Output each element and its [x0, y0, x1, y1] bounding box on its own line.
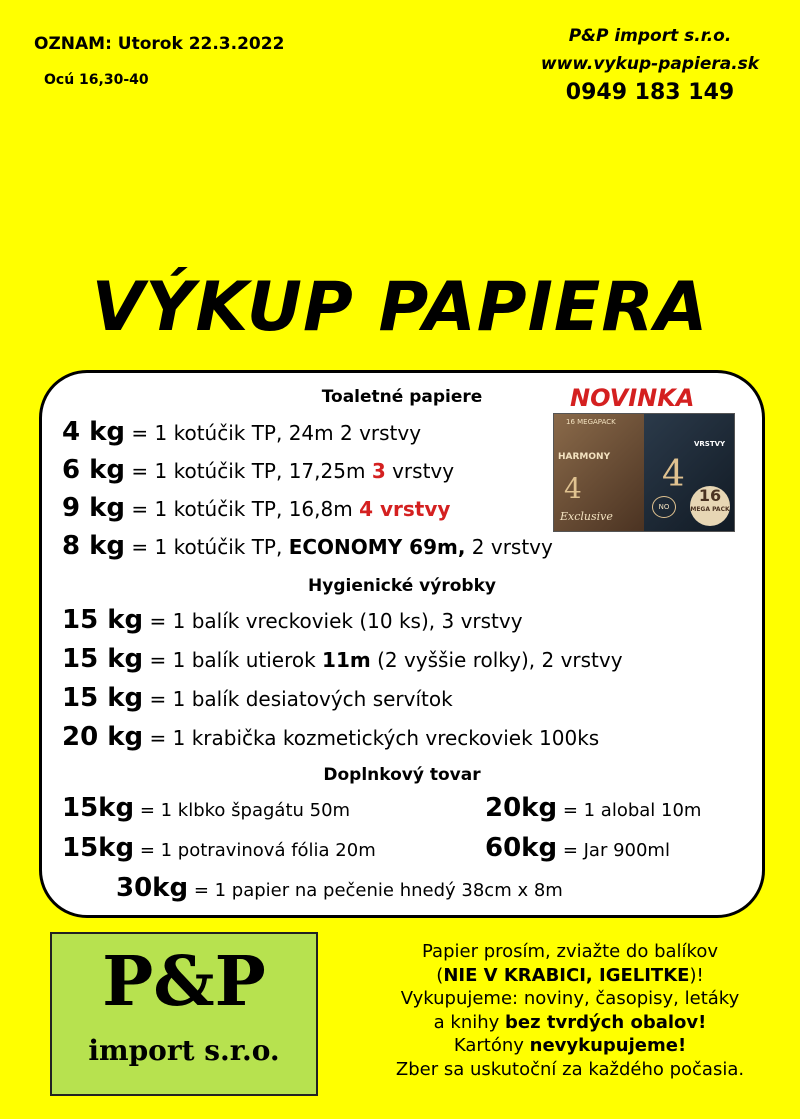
- page-title: VÝKUP PAPIERA: [91, 268, 709, 347]
- price-row: 4 kg = 1 kotúčik TP, 24m 2 vrstvy: [62, 417, 422, 447]
- announcement-date: OZNAM: Utorok 22.3.2022: [34, 34, 285, 54]
- price-row: 6 kg = 1 kotúčik TP, 17,25m 3 vrstvy: [62, 455, 455, 485]
- section-toilet-paper: Toaletné papiere: [321, 387, 483, 407]
- collection-notice: Papier prosím, zviažte do balíkov (NIE V KRABICI, IGELITKE)! Vykupujeme: noviny, časopisy, letáky a knihy bez tvrdých obalov! Kartóny nevykupujeme! Zber sa uskutoční za každého počasia.: [395, 941, 745, 1080]
- price-row: 20 kg = 1 krabička kozmetických vreckoviek 100ks: [62, 722, 600, 752]
- website-link[interactable]: www.vykup-papiera.sk: [540, 54, 760, 74]
- company-name: P&P import s.r.o.: [568, 26, 732, 46]
- price-row: 60kg = Jar 900ml: [485, 833, 670, 863]
- price-row: 15 kg = 1 balík vreckoviek (10 ks), 3 vrstvy: [62, 605, 523, 635]
- price-row: 20kg = 1 alobal 10m: [485, 793, 702, 823]
- price-row: 15kg = 1 potravinová fólia 20m: [62, 833, 376, 863]
- price-row: 15 kg = 1 balík desiatových servítok: [62, 683, 453, 713]
- product-image: 16 MEGAPACK HARMONY 4 Exclusive VRSTVY 4 NO 16 MEGA PACK: [553, 413, 735, 532]
- announcement-time: Ocú 16,30-40: [44, 72, 149, 88]
- price-row: 8 kg = 1 kotúčik TP, ECONOMY 69m, 2 vrstvy: [62, 531, 553, 561]
- company-logo: P&P import s.r.o.: [50, 932, 318, 1096]
- section-extra: Doplnkový tovar: [323, 765, 481, 785]
- price-row: 15 kg = 1 balík utierok 11m (2 vyššie rolky), 2 vrstvy: [62, 644, 623, 674]
- price-row: 15kg = 1 klbko špagátu 50m: [62, 793, 351, 823]
- phone-number[interactable]: 0949 183 149: [565, 80, 735, 105]
- section-hygiene: Hygienické výrobky: [308, 576, 496, 596]
- price-row: 30kg = 1 papier na pečenie hnedý 38cm x 8m: [116, 873, 563, 903]
- new-badge: NOVINKA: [570, 384, 695, 412]
- price-row: 9 kg = 1 kotúčik TP, 16,8m 4 vrstvy: [62, 493, 451, 523]
